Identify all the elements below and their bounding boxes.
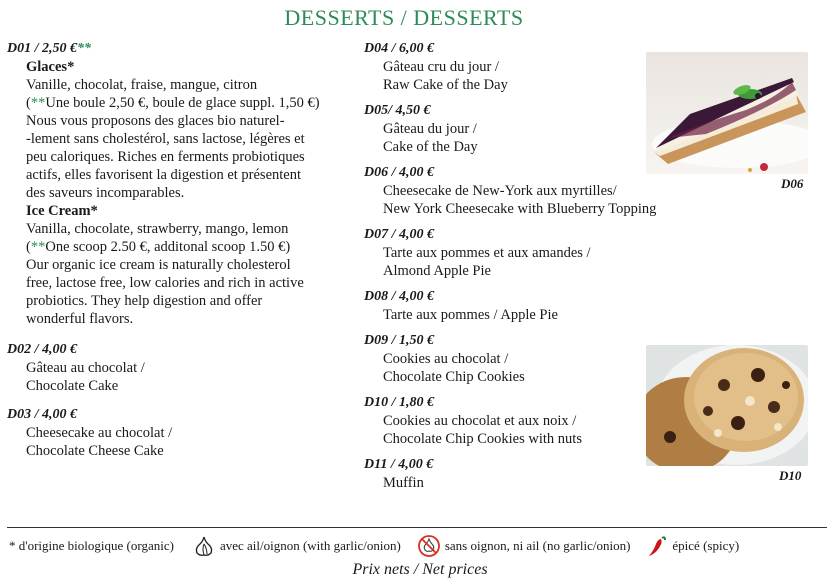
footer-divider (7, 527, 827, 528)
item-description (364, 120, 654, 156)
item-description (364, 306, 654, 324)
item-code-price: D10 / 1,80 € (364, 395, 434, 410)
item-code-price: D03 / 4,00 € (7, 407, 77, 422)
menu-item-d02 (7, 341, 352, 395)
item-code-price: D04 / 6,00 € (364, 41, 434, 56)
net-prices-note: Prix nets / Net prices (352, 561, 488, 578)
item-code-price: D07 / 4,00 € (364, 227, 434, 242)
desc-line: Tarte aux pommes et aux amandes / (383, 245, 591, 261)
item-description (7, 424, 352, 460)
desc-line: wonderful flavors. (26, 311, 134, 327)
no-garlic-icon (417, 534, 441, 558)
item-description (364, 412, 654, 448)
item-code-price: D05/ 4,50 € (364, 103, 431, 118)
item-description (364, 182, 704, 218)
item-flavors-fr: Vanille, chocolat, fraise, mangue, citron (26, 77, 258, 93)
desc-line: Almond Apple Pie (383, 263, 491, 279)
item-description (364, 58, 654, 94)
menu-item-d10 (364, 394, 654, 448)
desc-line: Chocolate Chip Cookies with nuts (383, 431, 582, 447)
desc-line: -lement sans cholestérol, sans lactose, légères et (26, 131, 305, 147)
desc-line: Raw Cake of the Day (383, 77, 508, 93)
item-price-note-fr: (**Une boule 2,50 €, boule de glace suppl. 1,50 €) (26, 95, 320, 111)
garlic-icon (192, 535, 216, 557)
left-column (7, 40, 352, 468)
desc-line: Cake of the Day (383, 139, 478, 155)
desc-line: Chocolate Cheese Cake (26, 443, 164, 459)
item-code-price: D06 / 4,00 € (364, 165, 434, 180)
item-code-price: D09 / 1,50 € (364, 333, 434, 348)
desc-line: Cookies au chocolat et aux noix / (383, 413, 577, 429)
legend-organic-label: * d'origine biologique (organic) (9, 538, 174, 553)
desc-line: New York Cheesecake with Blueberry Topping (383, 201, 657, 217)
cheesecake-photo-label: D06 (781, 176, 804, 191)
item-code-price: D11 / 4,00 € (364, 457, 434, 472)
menu-item-d01 (7, 40, 352, 328)
menu-item-d11 (364, 456, 654, 492)
legend-spicy (646, 534, 739, 558)
item-description (364, 244, 654, 280)
cookies-photo (646, 345, 808, 466)
desc-line: actifs, elles favorisent la digestion et présentent (26, 167, 302, 183)
desc-line: Our organic ice cream is naturally cholesterol (26, 257, 291, 273)
item-price-note-en: (**One scoop 2.50 €, additonal scoop 1.50 €) (26, 239, 291, 255)
desc-line: Chocolate Chip Cookies (383, 369, 525, 385)
item-flavors-en: Vanilla, chocolate, strawberry, mango, lemon (26, 221, 289, 237)
desc-line: des saveurs incomparables. (26, 185, 185, 201)
desc-line: Gâteau au chocolat / (26, 360, 145, 376)
legend-spicy-label: épicé (spicy) (672, 538, 740, 553)
desc-line: Cheesecake au chocolat / (26, 425, 173, 441)
desc-line: Chocolate Cake (26, 378, 119, 394)
desc-line: peu caloriques. Riches en ferments probiotiques (26, 149, 305, 165)
menu-item-d04 (364, 40, 654, 94)
item-subtitle-en: Ice Cream* (26, 203, 98, 219)
desc-line: Gâteau cru du jour / (383, 59, 499, 75)
menu-item-d08 (364, 288, 654, 324)
desc-line: free, lactose free, low calories and rich in active (26, 275, 304, 291)
item-code-price: D02 / 4,00 € (7, 342, 77, 357)
desc-line: Gâteau du jour / (383, 121, 477, 137)
item-code-price: D08 / 4,00 € (364, 289, 434, 304)
item-description (7, 359, 352, 395)
desc-line: Nous vous proposons des glaces bio naturel- (26, 113, 285, 129)
item-description (364, 474, 654, 492)
legend-garlic-label: avec ail/oignon (with garlic/onion) (219, 538, 401, 553)
chili-pepper-icon (646, 534, 668, 558)
menu-title: DESSERTS / DESSERTS (284, 5, 524, 30)
legend-no-garlic (417, 534, 631, 558)
legend-no-garlic-label: sans oignon, ni ail (no garlic/onion) (444, 538, 631, 553)
desc-line: Muffin (383, 475, 424, 491)
desc-line: Cookies au chocolat / (383, 351, 509, 367)
legend (9, 534, 829, 558)
right-column (364, 40, 657, 500)
desc-line: probiotics. They help digestion and offer (26, 293, 263, 309)
desc-line: Tarte aux pommes / Apple Pie (383, 307, 558, 323)
cheesecake-photo (646, 52, 808, 174)
menu-item-d03 (7, 406, 352, 460)
legend-organic (9, 538, 174, 554)
menu-item-d09 (364, 332, 654, 386)
item-subtitle-fr: Glaces* (26, 59, 75, 75)
item-code-price: D01 / 2,50 €** (7, 41, 91, 56)
item-description (364, 350, 654, 386)
legend-garlic (192, 535, 401, 557)
cookies-photo-label: D10 (779, 468, 802, 483)
item-description (7, 58, 352, 328)
menu-item-d07 (364, 226, 654, 280)
menu-item-d05 (364, 102, 654, 156)
desc-line: Cheesecake de New-York aux myrtilles/ (383, 183, 617, 199)
